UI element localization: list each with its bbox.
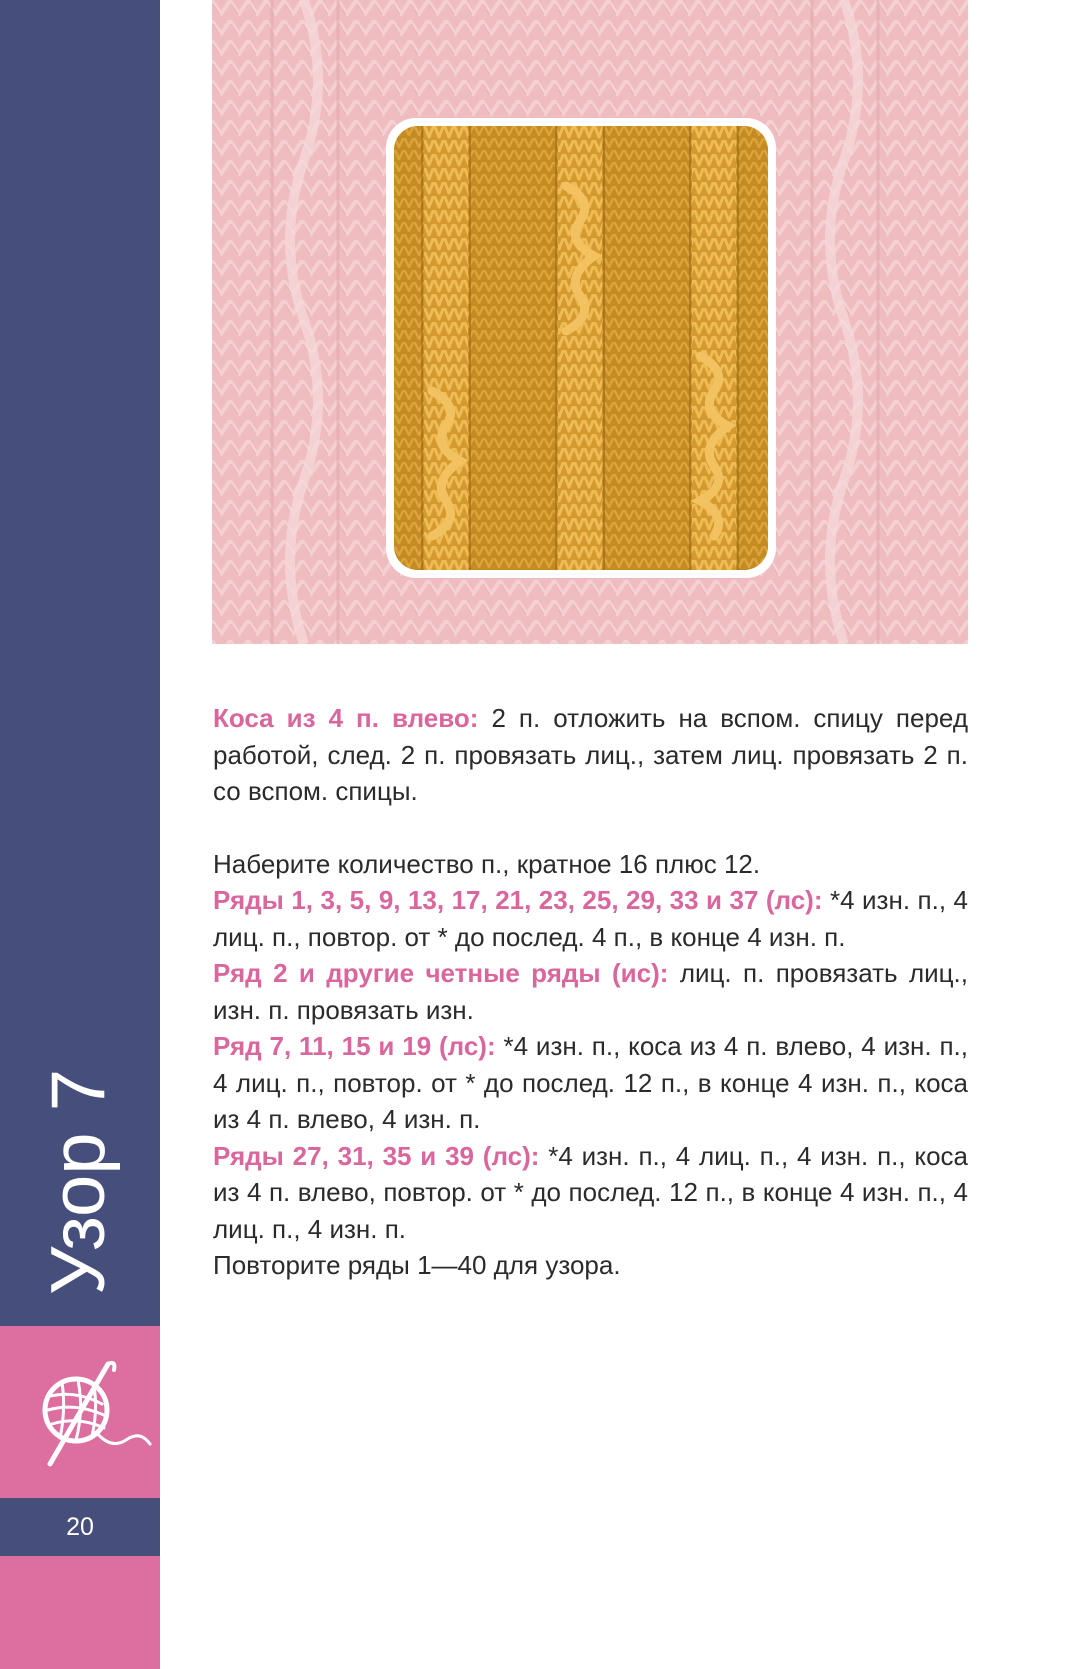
cable-definition [213, 700, 968, 810]
row-label: Ряд 7, 11, 15 и 19 (лс): [213, 1031, 496, 1061]
row-instruction [213, 955, 968, 1028]
cast-on-instruction: Наберите количество п., кратное 16 плюс 12. [213, 848, 761, 879]
row-text: *4 изн. п., 4 лиц. п., 4 изн. п., коса из 4 п. влево, повтор. от * до послед. 12 п., в конце 4 изн. п., 4 лиц. п., 4 изн. п. [213, 1140, 968, 1244]
yarn-ball-with-crochet-hook-icon [36, 1360, 152, 1470]
section-title: Узор 7 [36, 1069, 121, 1295]
sidebar-bottom-band [0, 1556, 160, 1669]
row-instruction [213, 1138, 968, 1248]
pattern-instructions [213, 700, 968, 1284]
row-text: *4 изн. п., коса из 4 п. влево, 4 изн. п., 4 лиц. п., повтор. от * до послед. 12 п., в конце 4 изн. п., коса из 4 п. влево, 4 изн. п. [213, 1031, 968, 1134]
cable-definition-text: 2 п. отложить на вспом. спицу перед работой, след. 2 п. провязать лиц., затем лиц. провязать 2 п. со вспом. спицы. [213, 703, 968, 806]
row-instruction [213, 1028, 968, 1138]
row-label: Ряды 27, 31, 35 и 39 (лс): [213, 1140, 540, 1171]
page-number: 20 [66, 1512, 94, 1541]
row-text: лиц. п. провязать лиц., изн. п. провязать изн. [213, 958, 968, 1025]
cable-definition-term: Коса из 4 п. влево: [213, 703, 479, 733]
row-label: Ряд 2 и другие четные ряды (ис): [213, 958, 669, 988]
row-text: *4 изн. п., 4 лиц. п., повтор. от * до послед. 4 п., в конце 4 изн. п. [213, 885, 968, 952]
row-instruction [213, 882, 968, 955]
sidebar [0, 0, 160, 1669]
paragraph-gap [213, 810, 968, 846]
row-label: Ряды 1, 3, 5, 9, 13, 17, 21, 23, 25, 29, 33 и 37 (лс): [213, 885, 823, 915]
repeat-instruction: Повторите ряды 1—40 для узора. [213, 1250, 621, 1280]
cable-knit-swatch-photo [394, 126, 768, 570]
